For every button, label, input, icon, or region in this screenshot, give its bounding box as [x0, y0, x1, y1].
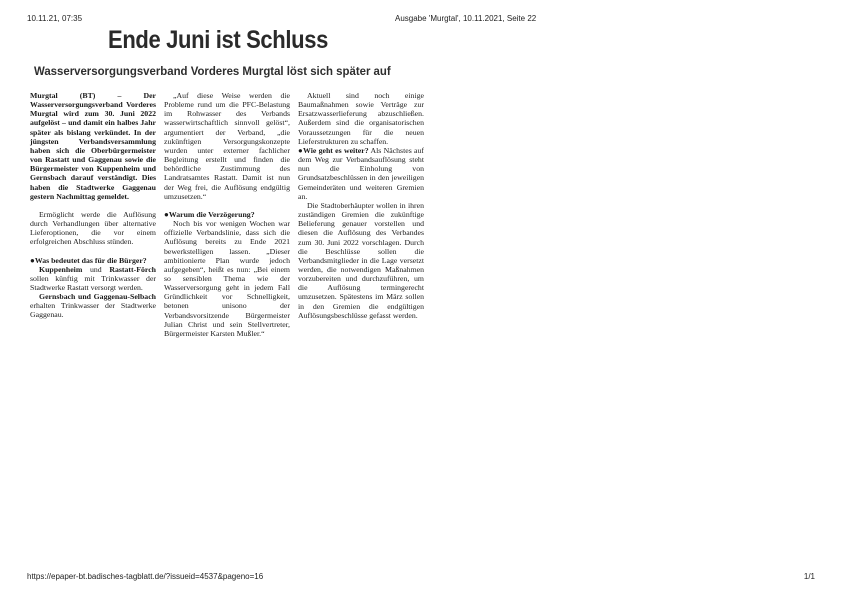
- body-paragraph: Noch bis vor wenigen Wochen war offizielle Verbandslinie, dass sich die Auflösung bereits zu Ende 2021 bewerkstelligen lassen. „Dieser ambitionierte Plan wurde jedoch aufgegeben“, heißt es nun: „Bei einem so sensiblen Thema wie der Wasserversorgung geht in jedem Fall Gründlichkeit vor Schnelligkeit, betonen unisono der Verbandsvorsitzende Bürgermeister Julian Christ und sein Stellvertreter, Bürgermeister Karsten Mußler.“: [164, 219, 290, 338]
- body-paragraph: Ermöglicht werde die Auflösung durch Verhandlungen über alternative Lieferoptionen, die vor einem erfolgreichen Abschluss stünden.: [30, 209, 156, 247]
- question-text: Was bedeutet das für die Bürger?: [34, 255, 147, 265]
- inline-lead: Rastatt-Förch: [109, 264, 156, 274]
- lead-paragraph: Murgtal (BT) – Der Wasserversorgungsverband Vorderes Murgtal wird zum 30. Juni 2022 aufgelöst – und damit ein halbes Jahr später als bislang verkündet. In der jüngsten Verbandsversammlung haben sich die Oberbürgermeister von Rastatt und Gaggenau sowie die Bürgermeister von Kuppenheim und Gernsbach darauf verständigt. Dies haben die Stadtwerke Gaggenau gestern Nachmittag gemeldet.: [30, 91, 156, 201]
- question-heading: [164, 210, 290, 219]
- bullet-icon: ●: [298, 145, 304, 155]
- column-1: [30, 91, 156, 320]
- print-timestamp: 10.11.21, 07:35: [27, 14, 83, 23]
- column-3: [298, 91, 424, 320]
- body-paragraph: „Auf diese Weise werden die Probleme rund um die PFC-Belastung im Rohwasser des Verbands wasserwirtschaftlich sinnvoll gelöst“, argumentiert der Verband, „die zukünftigen Versorgungskonzepte wurden unter externer fachlicher Begleitung erstellt und finden die behördliche Zustimmung des Landratsamtes Rastatt. Damit ist nun der Weg frei, die Auflösung endgültig umzusetzen.“: [164, 91, 290, 201]
- inline-text: und: [82, 264, 110, 274]
- body-paragraph: [298, 146, 424, 201]
- column-2: [164, 91, 290, 338]
- bullet-icon: ●: [164, 209, 169, 219]
- bullet-icon: ●: [30, 255, 35, 265]
- body-paragraph: Aktuell sind noch einige Baumaßnahmen sowie Verträge zur Ersatzwasserlieferung abzuschließen. Außerdem sind die organisatorischen Voraussetzungen für die neuen Lieferstrukturen zu schaffen.: [298, 91, 424, 146]
- headline: Ende Juni ist Schluss: [108, 26, 328, 54]
- subheadline: Wasserversorgungsverband Vorderes Murgtal löst sich später auf: [34, 64, 391, 78]
- source-url: https://epaper-bt.badisches-tagblatt.de/?issueid=4537&pageno=16: [27, 572, 264, 581]
- inline-lead: Gernsbach und Gaggenau-Selbach: [39, 292, 156, 302]
- question-text: Warum die Verzögerung?: [168, 209, 255, 219]
- page-count: 1/1: [803, 572, 815, 581]
- body-paragraph: [30, 265, 156, 292]
- edition-info: Ausgabe 'Murgtal', 10.11.2021, Seite 22: [395, 14, 537, 23]
- inline-lead: Kuppenheim: [39, 264, 83, 274]
- inline-text: sollen künftig mit Trinkwasser der Stadtwerke Rastatt versorgt werden.: [30, 273, 156, 292]
- question-heading: [30, 256, 156, 265]
- inline-text: erhalten Trinkwasser der Stadtwerke Gaggenau.: [30, 301, 156, 320]
- question-text: Wie geht es weiter?: [303, 145, 369, 155]
- body-paragraph: Die Stadtoberhäupter wollen in ihren zuständigen Gremien die zukünftige Belieferung genauer vorstellen und diesen die Auflösung des Verbandes zum 30. Juni 2022 vorschlagen. Durch die Beschlüsse sollen die Verbandsmitglieder in die Lage versetzt werden, die notwendigen Maßnahmen vorzubereiten und durchzuführen, um die Auflösung termingerecht umzusetzen. Spätestens im März sollen in den Gremien die endgültigen Auflösungsbeschlüsse gefasst werden.: [298, 200, 424, 320]
- inline-text: Als Nächstes auf dem Weg zur Verbandsauflösung steht nun die Einholung von Grundsatzbeschlüssen in den jeweiligen Gemeinderäten und weiteren Gremien an.: [298, 145, 424, 201]
- body-paragraph: [30, 292, 156, 319]
